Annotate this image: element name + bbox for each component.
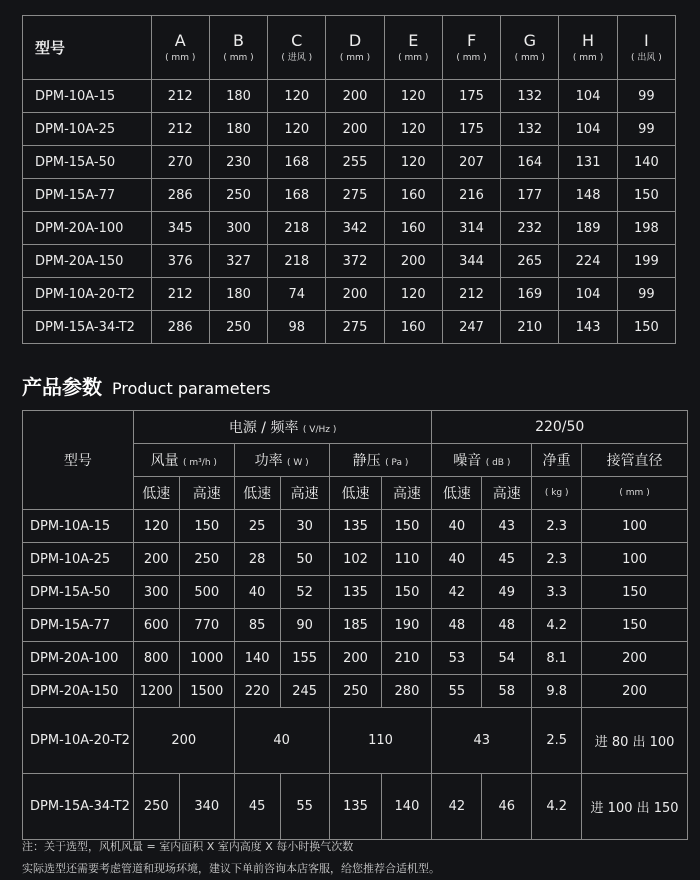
table-cell: 175: [442, 113, 500, 146]
table-cell: 120: [384, 146, 442, 179]
noise-low-speed: 低速: [432, 477, 482, 510]
table-cell: 600: [133, 609, 179, 642]
pressure-low-speed: 低速: [329, 477, 382, 510]
header-h-unit: ( mm ): [572, 52, 604, 63]
model-cell: DPM-10A-20-T2: [23, 278, 152, 311]
model-cell: DPM-15A-34-T2: [23, 774, 134, 840]
table-cell: 500: [179, 576, 234, 609]
table-cell: 168: [268, 179, 326, 212]
header-h: [559, 16, 617, 80]
table-cell: 104: [559, 80, 617, 113]
table-cell: 342: [326, 212, 384, 245]
table-cell: 177: [501, 179, 559, 212]
model-cell: DPM-20A-150: [23, 245, 152, 278]
table-cell: 198: [617, 212, 675, 245]
table-cell: 220: [234, 675, 280, 708]
table-cell: 120: [133, 510, 179, 543]
table-cell: 40: [432, 543, 482, 576]
header-a-label: A: [174, 30, 186, 50]
table-row: [23, 80, 676, 113]
table-cell: 212: [151, 113, 209, 146]
table-cell: 180: [209, 113, 267, 146]
table-cell: 150: [582, 576, 688, 609]
table-cell: 42: [432, 576, 482, 609]
airflow-low-speed: 低速: [133, 477, 179, 510]
table-cell: 58: [482, 675, 532, 708]
table-row: [23, 774, 688, 840]
table-cell: 800: [133, 642, 179, 675]
table-cell: 169: [501, 278, 559, 311]
table-cell: 345: [151, 212, 209, 245]
table-cell: 200: [326, 278, 384, 311]
power-header: [234, 444, 329, 477]
noise-header: [432, 444, 532, 477]
table-cell: 102: [329, 543, 382, 576]
header-a-unit: ( mm ): [165, 52, 196, 63]
table-cell: 55: [432, 675, 482, 708]
table-row: [23, 146, 676, 179]
table-cell: 135: [329, 576, 382, 609]
table-cell: 9.8: [532, 675, 582, 708]
table-cell: 232: [501, 212, 559, 245]
table-cell: 160: [384, 212, 442, 245]
section-title: [22, 371, 271, 400]
airflow-header: [133, 444, 234, 477]
dimension-table-body: [23, 16, 676, 344]
table-cell: 314: [442, 212, 500, 245]
table-cell: 74: [268, 278, 326, 311]
table-row: [23, 311, 676, 344]
table-cell: 275: [326, 311, 384, 344]
table-cell: 48: [482, 609, 532, 642]
power-supply-label: 电源 / 频率: [228, 420, 299, 436]
table-cell: 1200: [133, 675, 179, 708]
table-cell: 245: [280, 675, 329, 708]
table-row: [23, 543, 688, 576]
pressure-cell: 110: [329, 708, 432, 774]
pipe-header: 接管直径: [582, 444, 688, 477]
header-model: 型号: [23, 16, 152, 80]
table-cell: 286: [151, 311, 209, 344]
airflow-label: 风量: [150, 453, 179, 469]
selection-note: 注：关于选型，风机风量 = 室内面积 X 室内高度 X 每小时换气次数: [22, 840, 354, 853]
header-i: [617, 16, 675, 80]
table-cell: 135: [329, 510, 382, 543]
header-g-label: G: [523, 30, 536, 50]
model-cell: DPM-20A-150: [23, 675, 134, 708]
dimension-table-header: [23, 16, 676, 80]
table-cell: 770: [179, 609, 234, 642]
table-cell: 300: [133, 576, 179, 609]
parameter-table: [22, 410, 688, 840]
power-unit: ( W ): [287, 458, 309, 468]
power-high-speed: 高速: [280, 477, 329, 510]
table-cell: 265: [501, 245, 559, 278]
table-cell: 45: [482, 543, 532, 576]
table-cell: 100: [582, 543, 688, 576]
table-cell: 250: [133, 774, 179, 840]
table-cell: 150: [382, 510, 432, 543]
table-cell: 120: [384, 80, 442, 113]
table-cell: 207: [442, 146, 500, 179]
table-cell: 210: [501, 311, 559, 344]
header-f-unit: ( mm ): [456, 52, 487, 63]
header-e: [384, 16, 442, 80]
table-cell: 200: [133, 543, 179, 576]
table-cell: 90: [280, 609, 329, 642]
section-title-en: Product parameters: [112, 379, 271, 398]
table-cell: 150: [582, 609, 688, 642]
table-cell: 85: [234, 609, 280, 642]
power-supply-unit: ( V/Hz ): [302, 425, 337, 435]
table-row: [23, 675, 688, 708]
table-row: [23, 609, 688, 642]
table-cell: 104: [559, 113, 617, 146]
noise-label: 噪音: [453, 453, 482, 469]
table-cell: 160: [384, 311, 442, 344]
model-cell: DPM-20A-100: [23, 212, 152, 245]
model-cell: DPM-15A-50: [23, 576, 134, 609]
table-cell: 250: [329, 675, 382, 708]
table-cell: 150: [617, 311, 675, 344]
table-row: [23, 278, 676, 311]
table-row: [23, 510, 688, 543]
table-cell: 45: [234, 774, 280, 840]
table-cell: 200: [326, 80, 384, 113]
table-cell: 140: [617, 146, 675, 179]
airflow-unit: ( m³/h ): [183, 458, 217, 468]
table-cell: 247: [442, 311, 500, 344]
model-cell: DPM-10A-25: [23, 543, 134, 576]
table-cell: 199: [617, 245, 675, 278]
table-cell: 327: [209, 245, 267, 278]
header-d: [326, 16, 384, 80]
header-d-label: D: [348, 30, 362, 50]
table-cell: 42: [432, 774, 482, 840]
table-cell: 132: [501, 113, 559, 146]
noise-cell: 43: [432, 708, 532, 774]
table-cell: 53: [432, 642, 482, 675]
airflow-high-speed: 高速: [179, 477, 234, 510]
table-cell: 8.1: [532, 642, 582, 675]
table-cell: 340: [179, 774, 234, 840]
table-cell: 150: [382, 576, 432, 609]
airflow-cell: 200: [133, 708, 234, 774]
table-cell: 99: [617, 278, 675, 311]
table-cell: 200: [326, 113, 384, 146]
table-cell: 1500: [179, 675, 234, 708]
model-cell: DPM-15A-77: [23, 609, 134, 642]
model-cell: DPM-10A-25: [23, 113, 152, 146]
header-e-unit: ( mm ): [398, 52, 429, 63]
table-cell: 230: [209, 146, 267, 179]
power-supply-label-cell: [133, 411, 432, 444]
table-cell: 104: [559, 278, 617, 311]
table-row: [23, 245, 676, 278]
table-cell: 275: [326, 179, 384, 212]
power-label: 功率: [254, 453, 283, 469]
table-cell: 250: [179, 543, 234, 576]
table-cell: 25: [234, 510, 280, 543]
table-cell: 150: [179, 510, 234, 543]
pressure-label: 静压: [352, 453, 381, 469]
table-cell: 120: [268, 113, 326, 146]
header-i-unit: ( 出风 ): [630, 52, 662, 63]
table-cell: 250: [209, 179, 267, 212]
table-cell: 218: [268, 212, 326, 245]
header-h-label: H: [582, 30, 595, 50]
power-low-speed: 低速: [234, 477, 280, 510]
header-f: [442, 16, 500, 80]
table-cell: 28: [234, 543, 280, 576]
header-a: [151, 16, 209, 80]
model-cell: DPM-15A-77: [23, 179, 152, 212]
power-supply-row: [23, 411, 688, 444]
weight-unit: ( kg ): [532, 477, 582, 510]
table-cell: 99: [617, 80, 675, 113]
table-cell: 280: [382, 675, 432, 708]
model-cell: DPM-10A-20-T2: [23, 708, 134, 774]
table-cell: 进 100 出 150: [582, 774, 688, 840]
table-cell: 344: [442, 245, 500, 278]
model-cell: DPM-15A-50: [23, 146, 152, 179]
power-cell: 40: [234, 708, 329, 774]
selection-advice-note: 实际选型还需要考虑管道和现场环境，建议下单前咨询本店客服，给您推荐合适机型。: [22, 862, 440, 875]
noise-unit: ( dB ): [485, 458, 511, 468]
table-cell: 46: [482, 774, 532, 840]
table-cell: 54: [482, 642, 532, 675]
table-row: [23, 576, 688, 609]
dimension-table: [22, 15, 676, 344]
table-cell: 143: [559, 311, 617, 344]
table-cell: 49: [482, 576, 532, 609]
table-cell: 150: [617, 179, 675, 212]
table-cell: 216: [442, 179, 500, 212]
table-cell: 52: [280, 576, 329, 609]
table-cell: 140: [382, 774, 432, 840]
table-cell: 180: [209, 80, 267, 113]
table-cell: 200: [329, 642, 382, 675]
header-b-unit: ( mm ): [223, 52, 254, 63]
table-cell: 3.3: [532, 576, 582, 609]
table-cell: 4.2: [532, 609, 582, 642]
header-b-label: B: [232, 30, 244, 50]
table-cell: 372: [326, 245, 384, 278]
weight-cell: 2.5: [532, 708, 582, 774]
table-cell: 120: [384, 113, 442, 146]
table-cell: 120: [268, 80, 326, 113]
weight-header: 净重: [532, 444, 582, 477]
model-cell: DPM-10A-15: [23, 80, 152, 113]
table-cell: 100: [582, 510, 688, 543]
table-cell: 99: [617, 113, 675, 146]
table-cell: 175: [442, 80, 500, 113]
table-cell: 40: [432, 510, 482, 543]
table-cell: 200: [582, 642, 688, 675]
table-cell: 300: [209, 212, 267, 245]
header-c-unit: ( 进风 ): [281, 52, 313, 63]
param-header-model: 型号: [23, 411, 134, 510]
table-cell: 40: [234, 576, 280, 609]
table-cell: 131: [559, 146, 617, 179]
table-cell: 132: [501, 80, 559, 113]
table-row: [23, 179, 676, 212]
table-cell: 155: [280, 642, 329, 675]
table-cell: 376: [151, 245, 209, 278]
table-cell: 250: [209, 311, 267, 344]
table-cell: 140: [234, 642, 280, 675]
section-title-cn: 产品参数: [22, 375, 102, 399]
table-cell: 200: [582, 675, 688, 708]
table-cell: 2.3: [532, 510, 582, 543]
table-cell: 30: [280, 510, 329, 543]
table-cell: 190: [382, 609, 432, 642]
header-e-label: E: [408, 30, 419, 50]
table-row: [23, 113, 676, 146]
table-cell: 55: [280, 774, 329, 840]
table-cell: 48: [432, 609, 482, 642]
table-cell: 1000: [179, 642, 234, 675]
header-c: [268, 16, 326, 80]
model-cell: DPM-15A-34-T2: [23, 311, 152, 344]
pressure-unit: ( Pa ): [385, 458, 409, 468]
parameter-table-body: [23, 411, 688, 840]
table-cell: 180: [209, 278, 267, 311]
table-cell: 148: [559, 179, 617, 212]
table-cell: 2.3: [532, 543, 582, 576]
table-cell: 212: [151, 80, 209, 113]
table-cell: 286: [151, 179, 209, 212]
table-cell: 200: [384, 245, 442, 278]
table-cell: 210: [382, 642, 432, 675]
table-cell: 212: [151, 278, 209, 311]
header-g-unit: ( mm ): [514, 52, 545, 63]
table-cell: 50: [280, 543, 329, 576]
table-cell: 270: [151, 146, 209, 179]
table-cell: 135: [329, 774, 382, 840]
noise-high-speed: 高速: [482, 477, 532, 510]
table-cell: 218: [268, 245, 326, 278]
table-cell: 110: [382, 543, 432, 576]
table-cell: 185: [329, 609, 382, 642]
model-cell: DPM-20A-100: [23, 642, 134, 675]
table-cell: 120: [384, 278, 442, 311]
header-g: [501, 16, 559, 80]
table-cell: 160: [384, 179, 442, 212]
pipe-cell: 进 80 出 100: [582, 708, 688, 774]
pipe-unit: ( mm ): [582, 477, 688, 510]
table-cell: 4.2: [532, 774, 582, 840]
table-cell: 98: [268, 311, 326, 344]
table-row: [23, 642, 688, 675]
header-b: [209, 16, 267, 80]
table-cell: 212: [442, 278, 500, 311]
model-cell: DPM-10A-15: [23, 510, 134, 543]
pressure-high-speed: 高速: [382, 477, 432, 510]
pressure-header: [329, 444, 432, 477]
table-cell: 255: [326, 146, 384, 179]
header-i-label: I: [643, 30, 649, 50]
table-cell: 164: [501, 146, 559, 179]
header-d-unit: ( mm ): [339, 52, 371, 63]
header-f-label: F: [466, 30, 477, 50]
header-c-label: C: [291, 30, 303, 50]
table-row: [23, 212, 676, 245]
power-supply-value: 220/50: [432, 411, 688, 444]
table-cell: 168: [268, 146, 326, 179]
table-cell: 189: [559, 212, 617, 245]
table-row: [23, 708, 688, 774]
table-cell: 224: [559, 245, 617, 278]
table-cell: 43: [482, 510, 532, 543]
